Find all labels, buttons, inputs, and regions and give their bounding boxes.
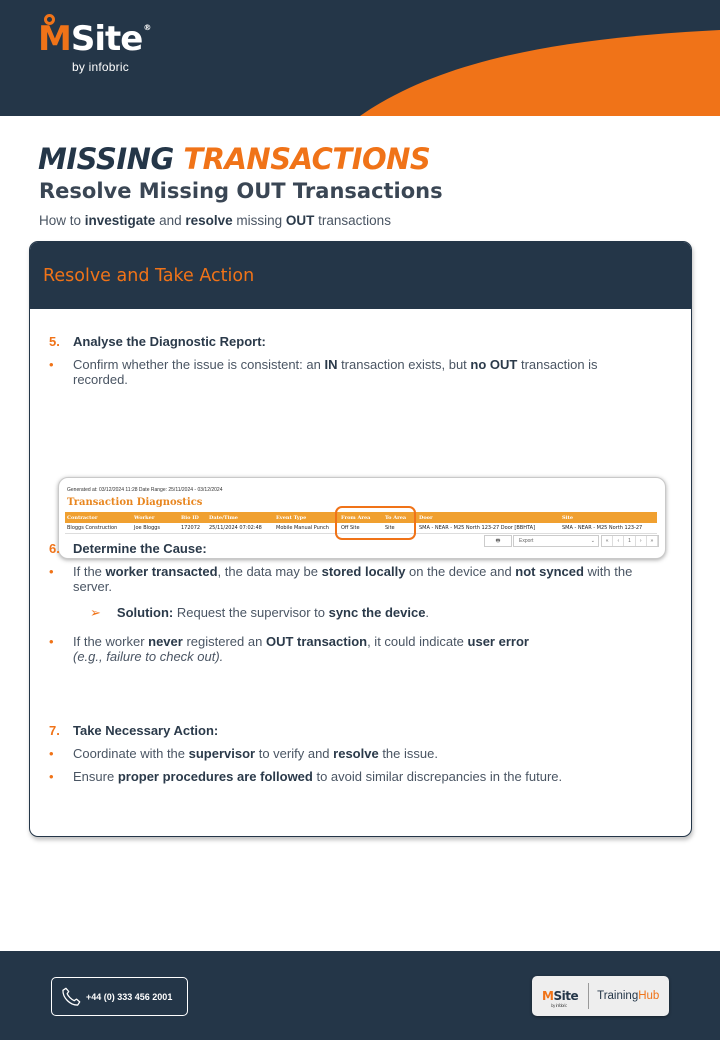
- step-6-bullet-1: • If the worker transacted, the data may be stored locally on the device and not synced with the server.: [49, 564, 633, 594]
- column-header: Date/Time: [207, 512, 274, 523]
- highlight-box: [335, 506, 416, 540]
- pager-prev-button[interactable]: ‹: [613, 536, 624, 546]
- pager-next-button[interactable]: ›: [636, 536, 647, 546]
- column-header: Door: [417, 512, 560, 523]
- step-7-heading: 7. Take Necessary Action:: [49, 723, 219, 738]
- print-icon[interactable]: 🖶: [484, 535, 512, 547]
- msite-logo: M Site ® by infobric: [38, 22, 150, 74]
- divider: [588, 983, 589, 1009]
- card-header: [30, 242, 691, 309]
- logo-m: M: [38, 22, 71, 56]
- step-5-bullet: • Confirm whether the issue is consistent: an IN transaction exists, but no OUT transaction is recorded.: [49, 357, 598, 387]
- step-7-bullet-2: • Ensure proper procedures are followed to avoid similar discrepancies in the future.: [49, 769, 563, 784]
- logo-tagline: by infobric: [72, 60, 129, 74]
- column-header: Bio ID: [179, 512, 207, 523]
- pager-page-button[interactable]: 1: [624, 536, 635, 546]
- pagination: [601, 535, 659, 547]
- export-select[interactable]: Export ⌄: [513, 535, 599, 547]
- pager-first-button[interactable]: «: [602, 536, 613, 546]
- report-meta: Generated at: 03/12/2024 11:28 Date Range: 25/11/2024 - 03/12/2024: [67, 487, 223, 493]
- pager-last-button[interactable]: »: [647, 536, 658, 546]
- training-hub-badge: [532, 976, 669, 1016]
- arrow-icon: ➢: [90, 605, 101, 620]
- content-card: [29, 241, 692, 837]
- report-title: Transaction Diagnostics: [67, 497, 203, 508]
- phone-icon: [60, 986, 82, 1008]
- step-6-bullet-2: • If the worker never registered an OUT transaction, it could indicate user error (e.g., failure to check out).: [49, 634, 529, 664]
- column-header: To Area: [383, 512, 417, 523]
- page-title: MISSING TRANSACTIONS: [38, 142, 431, 176]
- column-header: Site: [560, 512, 657, 523]
- step-5-heading: 5. Analyse the Diagnostic Report:: [49, 334, 266, 349]
- page-description: How to investigate and resolve missing OUT transactions: [39, 213, 391, 228]
- step-6-heading: 6. Determine the Cause:: [49, 541, 207, 556]
- table-row: Bloggs Construction Joe Bloggs 172072 25/11/2024 07:02:48 Mobile Manual Punch Off Site Site SMA - NEAR - M25 North 123-27 Door [BBHTA] SMA - NEAR - M25 North 123-27: [65, 523, 657, 534]
- hub-msite-logo: MSite by infobric: [542, 989, 579, 1008]
- column-header: Worker: [132, 512, 179, 523]
- phone-number: +44 (0) 333 456 2001: [86, 991, 173, 1002]
- step-6-solution: ➢ Solution: Request the supervisor to sync the device.: [90, 605, 430, 620]
- card-heading: Resolve and Take Action: [43, 266, 255, 286]
- column-header: From Area: [339, 512, 383, 523]
- page-subtitle: Resolve Missing OUT Transactions: [39, 179, 443, 203]
- column-header: Event Type: [274, 512, 339, 523]
- page-header: [0, 0, 720, 116]
- step-7-bullet-1: • Coordinate with the supervisor to verify and resolve the issue.: [49, 746, 438, 761]
- page-footer: [0, 951, 720, 1040]
- logo-site: Site: [70, 19, 143, 59]
- column-header: Contractor: [65, 512, 132, 523]
- training-hub-label: TrainingHub: [597, 990, 660, 1002]
- phone-contact[interactable]: [51, 977, 188, 1016]
